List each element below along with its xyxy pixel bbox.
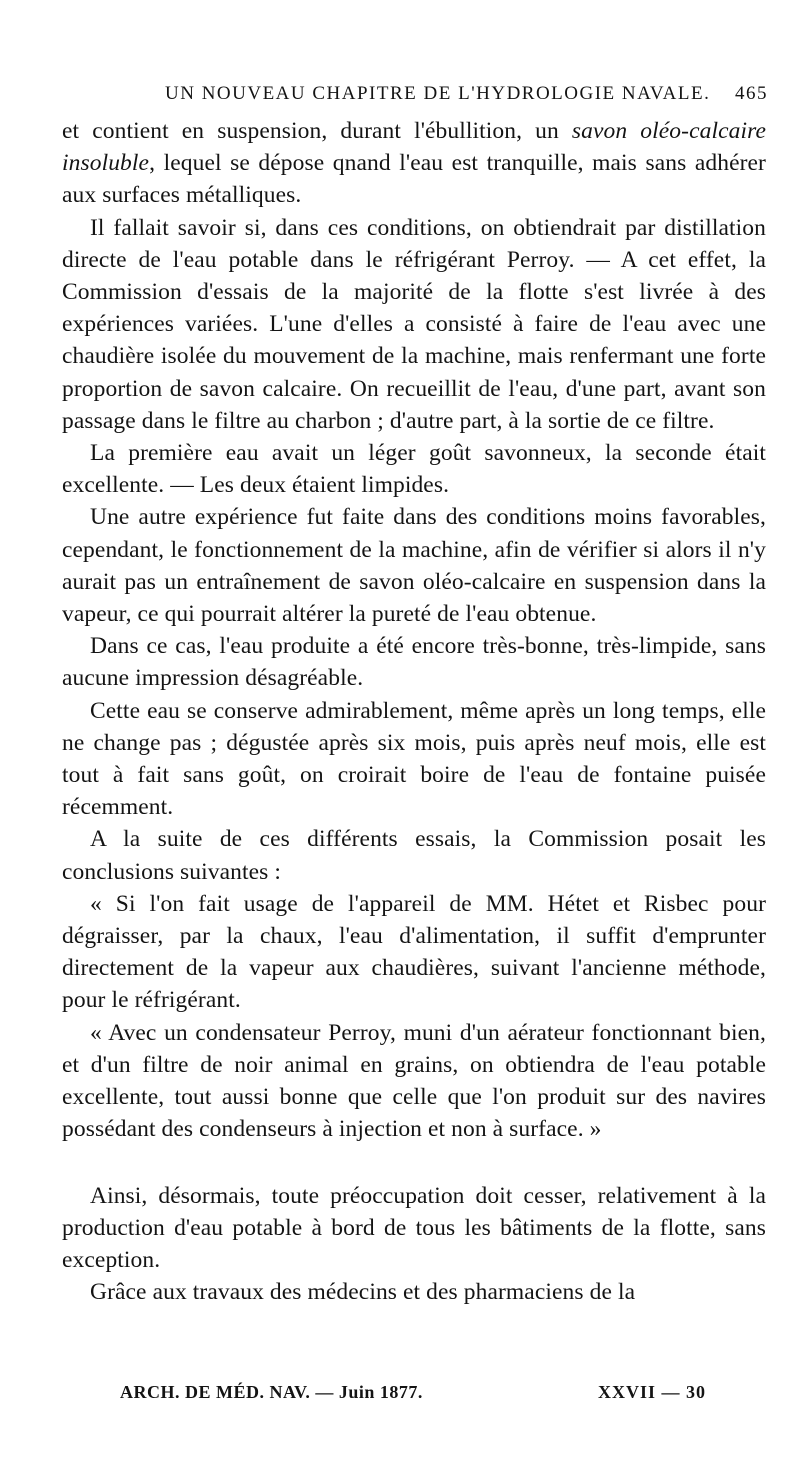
page-number: 465: [735, 83, 768, 104]
paragraph-1-end: , lequel se dépose qnand l'eau est tranquille, mais sans adhérer aux surfaces métalliques.: [62, 150, 766, 209]
paragraph-4: Une autre expérience fut faite dans des conditions moins favorables, cependant, le fonctionnement de la machine, afin de vérifier si alors il n'y aurait pas un entraînement de savon oléo-calcaire en suspension dans la vapeur, ce qui pourrait altérer la pureté de l'eau obtenue.: [62, 504, 766, 628]
paragraph-2: Il fallait savoir si, dans ces conditions, on obtiendrait par distillation directe de l'eau potable dans le réfrigérant Perroy. — A cet effet, la Commission d'essais de la majorité de la flotte s'est livrée à des expériences variées. L'une d'elles a consisté à faire de l'eau avec une chaudière isolée du mouvement de la machine, mais renfermant une forte proportion de savon calcaire. On recueillit de l'eau, d'une part, avant son passage dans le filtre au charbon ; d'autre part, à la sortie de ce filtre.: [62, 214, 766, 434]
paragraph-1-start: et contient en suspension, durant l'ébullition, un: [62, 118, 572, 144]
running-head-title: UN NOUVEAU CHAPITRE DE L'HYDROLOGIE NAVALE.: [165, 83, 711, 104]
page-footer: [120, 1377, 706, 1407]
running-head: [62, 79, 768, 109]
paragraph-11: Grâce aux travaux des médecins et des pharmaciens de la: [90, 1279, 636, 1306]
body-text: [62, 115, 766, 1308]
italic-term: savon oléo-calcaire insoluble: [62, 118, 766, 177]
paragraph-6: Cette eau se conserve admirablement, même après un long temps, elle ne change pas ; dégustée après six mois, puis après neuf mois, elle est tout à fait sans goût, on croirait boire de l'eau de fontaine puisée récemment.: [62, 697, 766, 821]
quote-paragraph-1: « Si l'on fait usage de l'appareil de MM. Hétet et Risbec pour dégraisser, par la chaux, l'eau d'alimentation, il suffit d'emprunter directement de la vapeur aux chaudières, suivant l'ancienne méthode, pour le réfrigérant.: [62, 890, 766, 1014]
paragraph-7: A la suite de ces différents essais, la Commission posait les conclusions suivantes :: [62, 826, 766, 885]
paragraph-1: [62, 115, 766, 212]
paragraph-5: Dans ce cas, l'eau produite a été encore très-bonne, très-limpide, sans aucune impression désagréable.: [62, 633, 766, 692]
footer-signature: XXVII — 30: [597, 1382, 706, 1402]
footer-journal: ARCH. DE MÉD. NAV. — Juin 1877.: [120, 1382, 423, 1402]
quote-paragraph-2: « Avec un condensateur Perroy, muni d'un aérateur fonctionnant bien, et d'un filtre de noir animal en grains, on obtiendra de l'eau potable excellente, tout aussi bonne que celle que l'on produit sur des navires possédant des condenseurs à injection et non à surface. »: [62, 1019, 766, 1143]
paragraph-10: Ainsi, désormais, toute préoccupation doit cesser, relativement à la production d'eau potable à bord de tous les bâtiments de la flotte, sans exception.: [62, 1182, 766, 1273]
paragraph-3: La première eau avait un léger goût savonneux, la seconde était excellente. — Les deux étaient limpides.: [62, 440, 766, 499]
